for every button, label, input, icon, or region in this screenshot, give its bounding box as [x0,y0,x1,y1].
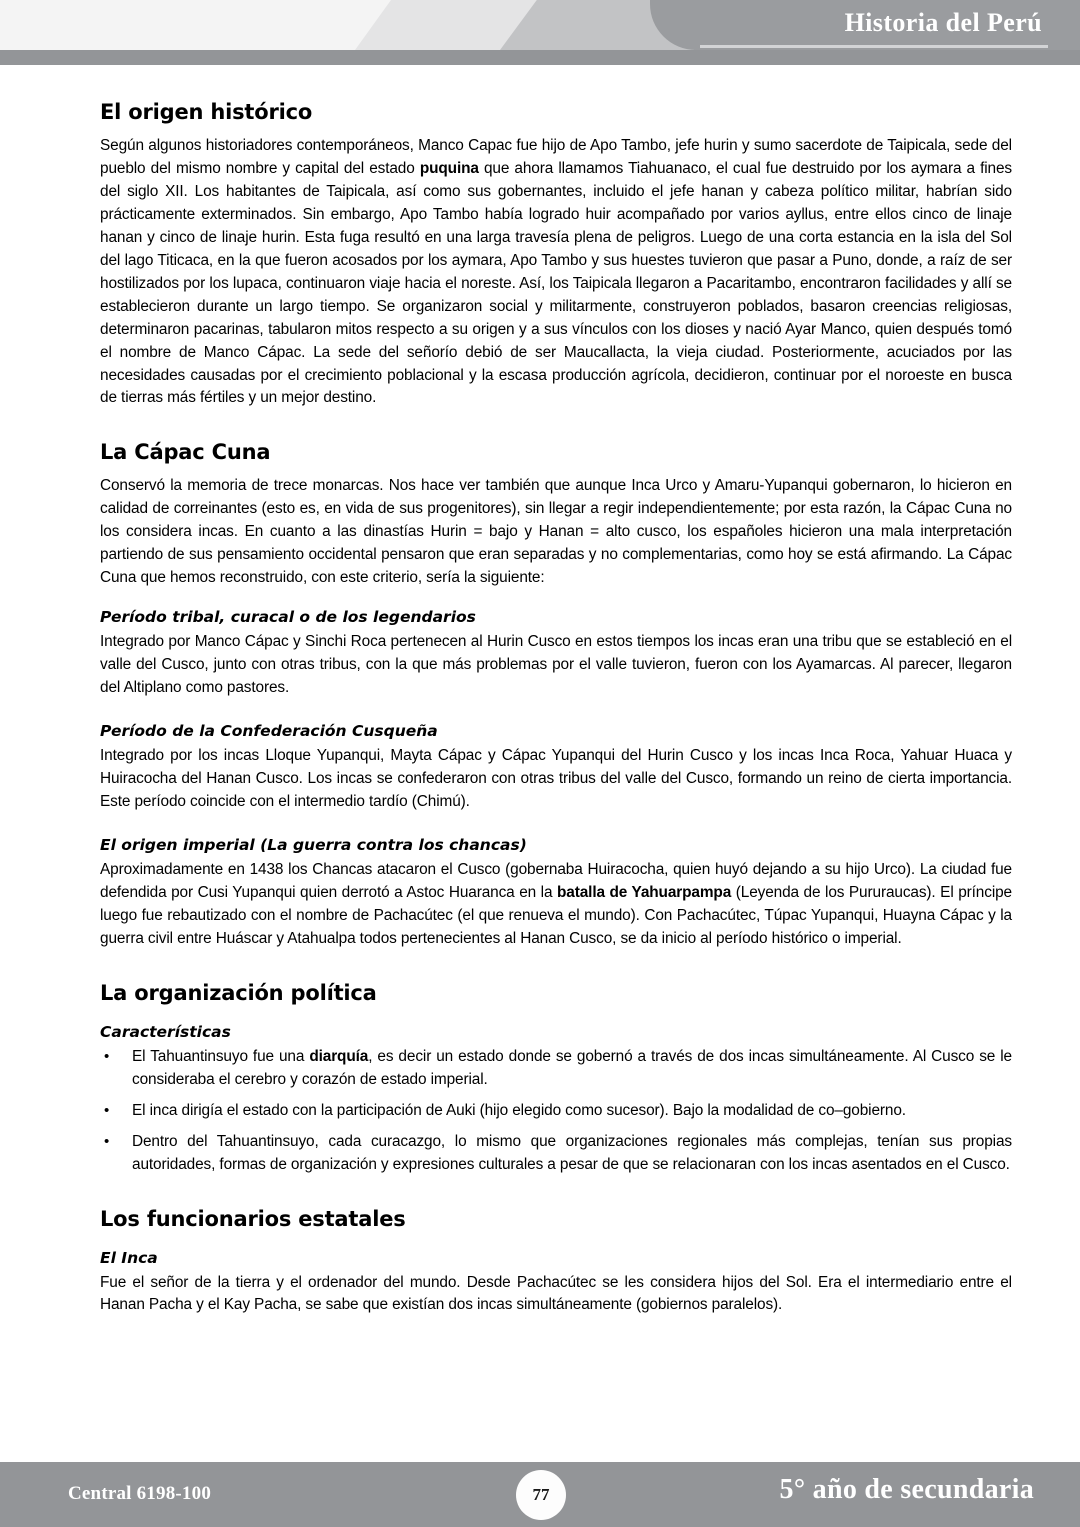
list-item [100,1046,1012,1092]
text-run-bold: batalla de Yahuarpampa [557,883,732,901]
section-heading: La organización política [100,980,377,1005]
text-run: Fue el señor de la tierra y el ordenador del mundo. Desde Pachacútec se les considera hijos del Sol. Era el intermediario entre el Hanan Pacha y el Kay Pacha, se sabe que existían dos incas simultáneamente (gobiernos paralelos). [100,1273,1012,1314]
subsection-heading: Período de la Confederación Cusqueña [100,722,438,741]
subsection-el-inca [100,1249,1012,1318]
page-number-badge: 77 [516,1470,566,1520]
subsection-heading: El origen imperial (La guerra contra los chancas) [100,835,527,854]
bullet-icon: • [104,1132,110,1150]
section-paragraph [100,135,1012,410]
text-run-bold: puquina [419,159,479,177]
subsection-heading: El Inca [100,1248,158,1267]
section-heading: El origen histórico [100,100,313,124]
text-run: Integrado por los incas Lloque Yupanqui, Mayta Cápac y Cápac Yupanqui del Hurin Cusco y los incas Inca Roca, Yahuar Huaca y Huiracocha del Hanan Cusco. Los incas se confederaron con otras tribus del valle del Cusco, formando un reino de cierta importancia. Este período coincide con el intermedio tardío (Chimú). [100,747,1012,810]
page-header [0,0,1080,66]
subsection-paragraph [100,745,1012,814]
list-item [100,1100,1012,1123]
characteristics-list [100,1046,1012,1177]
subsection-caracteristicas [100,1023,1012,1177]
text-run: Según algunos historiadores contemporáneos, Manco Capac fue hijo de Apo Tambo, jefe hurin y sumo sacerdote de Taipicala, sede del pueblo del mismo nombre y capital del estado [100,137,1012,177]
subsection-paragraph [100,859,1012,951]
section-capac-cuna [100,440,1012,590]
subsection-paragraph [100,1272,1012,1318]
bullet-icon: • [104,1047,110,1065]
footer-grade: 5° año de secundaria [779,1474,1034,1505]
bullet-icon: • [104,1101,110,1119]
section-organizacion-politica [100,981,1012,1005]
text-run-bold: diarquía [309,1047,369,1065]
text-run: , es decir un estado donde se gobernó a través de dos incas simultáneamente. Al Cusco se le consideraba el cerebro y corazón de estado imperial. [132,1047,1012,1088]
page-content [100,100,1012,1339]
footer-contact: Central 6198-100 [68,1483,212,1504]
section-heading: La Cápac Cuna [100,440,271,465]
subsection-heading: Características [100,1022,231,1041]
subsection-origen-imperial [100,836,1012,951]
text-run: Integrado por Manco Cápac y Sinchi Roca pertenecen al Hurin Cusco en estos tiempos los incas eran una tribu que se estableció en el valle del Cusco, junto con otras tribus, con la que más problemas por el valle tuvieron, fueron con los Ayamarcas. Al parecer, llegaron del Altiplano como pastores. [100,633,1012,697]
text-run: Aproximadamente en 1438 los Chancas atacaron el Cusco (gobernaba Huiracocha, quien huyó dejando a su hijo Urco). La ciudad fue defendida por Cusi Yupanqui quien derrotó a Astoc Huaranca en la [100,860,1012,901]
text-run: Dentro del Tahuantinsuyo, cada curacazgo, lo mismo que organizaciones regionales más complejas, tenían sus propias autoridades, formas de organización y expresiones culturales a pesar de que se relacionaran con los incas asentados en el Cusco. [132,1132,1012,1173]
subsection-heading: Período tribal, curacal o de los legendarios [100,608,476,627]
text-run: (Leyenda de los Pururaucas). El príncipe luego fue rebautizado con el nombre de Pachacútec (el que renueva el mundo). Con Pachacútec, Túpac Yupanqui, Huayna Cápac y la guerra civil entre Huáscar y Atahualpa todos pertenecientes al Hanan Cusco, se da inicio al período histórico o imperial. [100,883,1012,947]
text-run: que ahora llamamos Tiahuanaco, el cual fue destruido por los aymara a fines del siglo XII. Los habitantes de Taipicala, así como sus gobernantes, incluido el jefe hanan y cabeza político militar, habrían sido prácticamente exterminados. Sin embargo, Apo Tambo había logrado huir acompañado por varios ayllus, entre ellos cinco de linaje hanan y cinco de linaje hurin. Esta fuga resultó en una larga travesía plena de peligros. Luego de una corta estancia en la isla del Sol del lago Titicaca, en la que fueron acosados por los aymara, Apo Tambo y sus huestes tuvieron que pasar a Puno, donde, a raíz de ser hostilizados por los lupaca, continuaron viaje hacia el noreste. Así, los Taipicala llegaron a Pacaritambo, encontraron facilidades y allí se establecieron durante un largo tiempo. Se organizaron social y militarmente, construyeron poblados, basaron creencias religiosas, determinaron pacarinas, tabularon mitos respecto a su origen y a sus vínculos con los dioses y nació Ayar Manco, quien después tomó el nombre de Manco Cápac. La sede del señorío debió de ser Maucallacta, la vieja ciudad. Posteriormente, acuciados por las necesidades causadas por el crecimiento poblacional y la escasa producción agrícola, decidieron, continuar por el noroeste en busca de tierras más fértiles y un mejor destino. [100,159,1013,407]
list-item [100,1131,1012,1177]
text-run: Conservó la memoria de trece monarcas. Nos hace ver también que aunque Inca Urco y Amaru-Yupanqui gobernaron, lo hicieron en calidad de correinantes (esto es, en vida de sus progenitores), sin llegar a regir independientemente; por esta razón, la Cápac Cuna no los considera incas. En cuanto a las dinastías Hurin = bajo y Hanan = alto cusco, los españoles hicieron una mala interpretación partiendo de sus pensamiento occidental pensaron que eran separadas y no complementarias, como hoy se está afirmando. La Cápac Cuna que hemos reconstruido, con este criterio, sería la siguiente: [100,477,1012,587]
text-run: El inca dirigía el estado con la participación de Auki (hijo elegido como sucesor). Bajo la modalidad de co–gobierno. [132,1101,906,1119]
text-run: El Tahuantinsuyo fue una [132,1047,310,1065]
subsection-periodo-tribal [100,608,1012,700]
header-rule [700,45,1048,48]
header-underbar [0,50,1080,65]
subsection-confederacion-cusquena [100,722,1012,814]
page-title: Historia del Perú [844,8,1042,37]
section-origen-historico [100,100,1012,410]
section-paragraph [100,475,1012,590]
subsection-paragraph [100,631,1012,700]
section-funcionarios-estatales [100,1207,1012,1231]
section-heading: Los funcionarios estatales [100,1206,406,1231]
